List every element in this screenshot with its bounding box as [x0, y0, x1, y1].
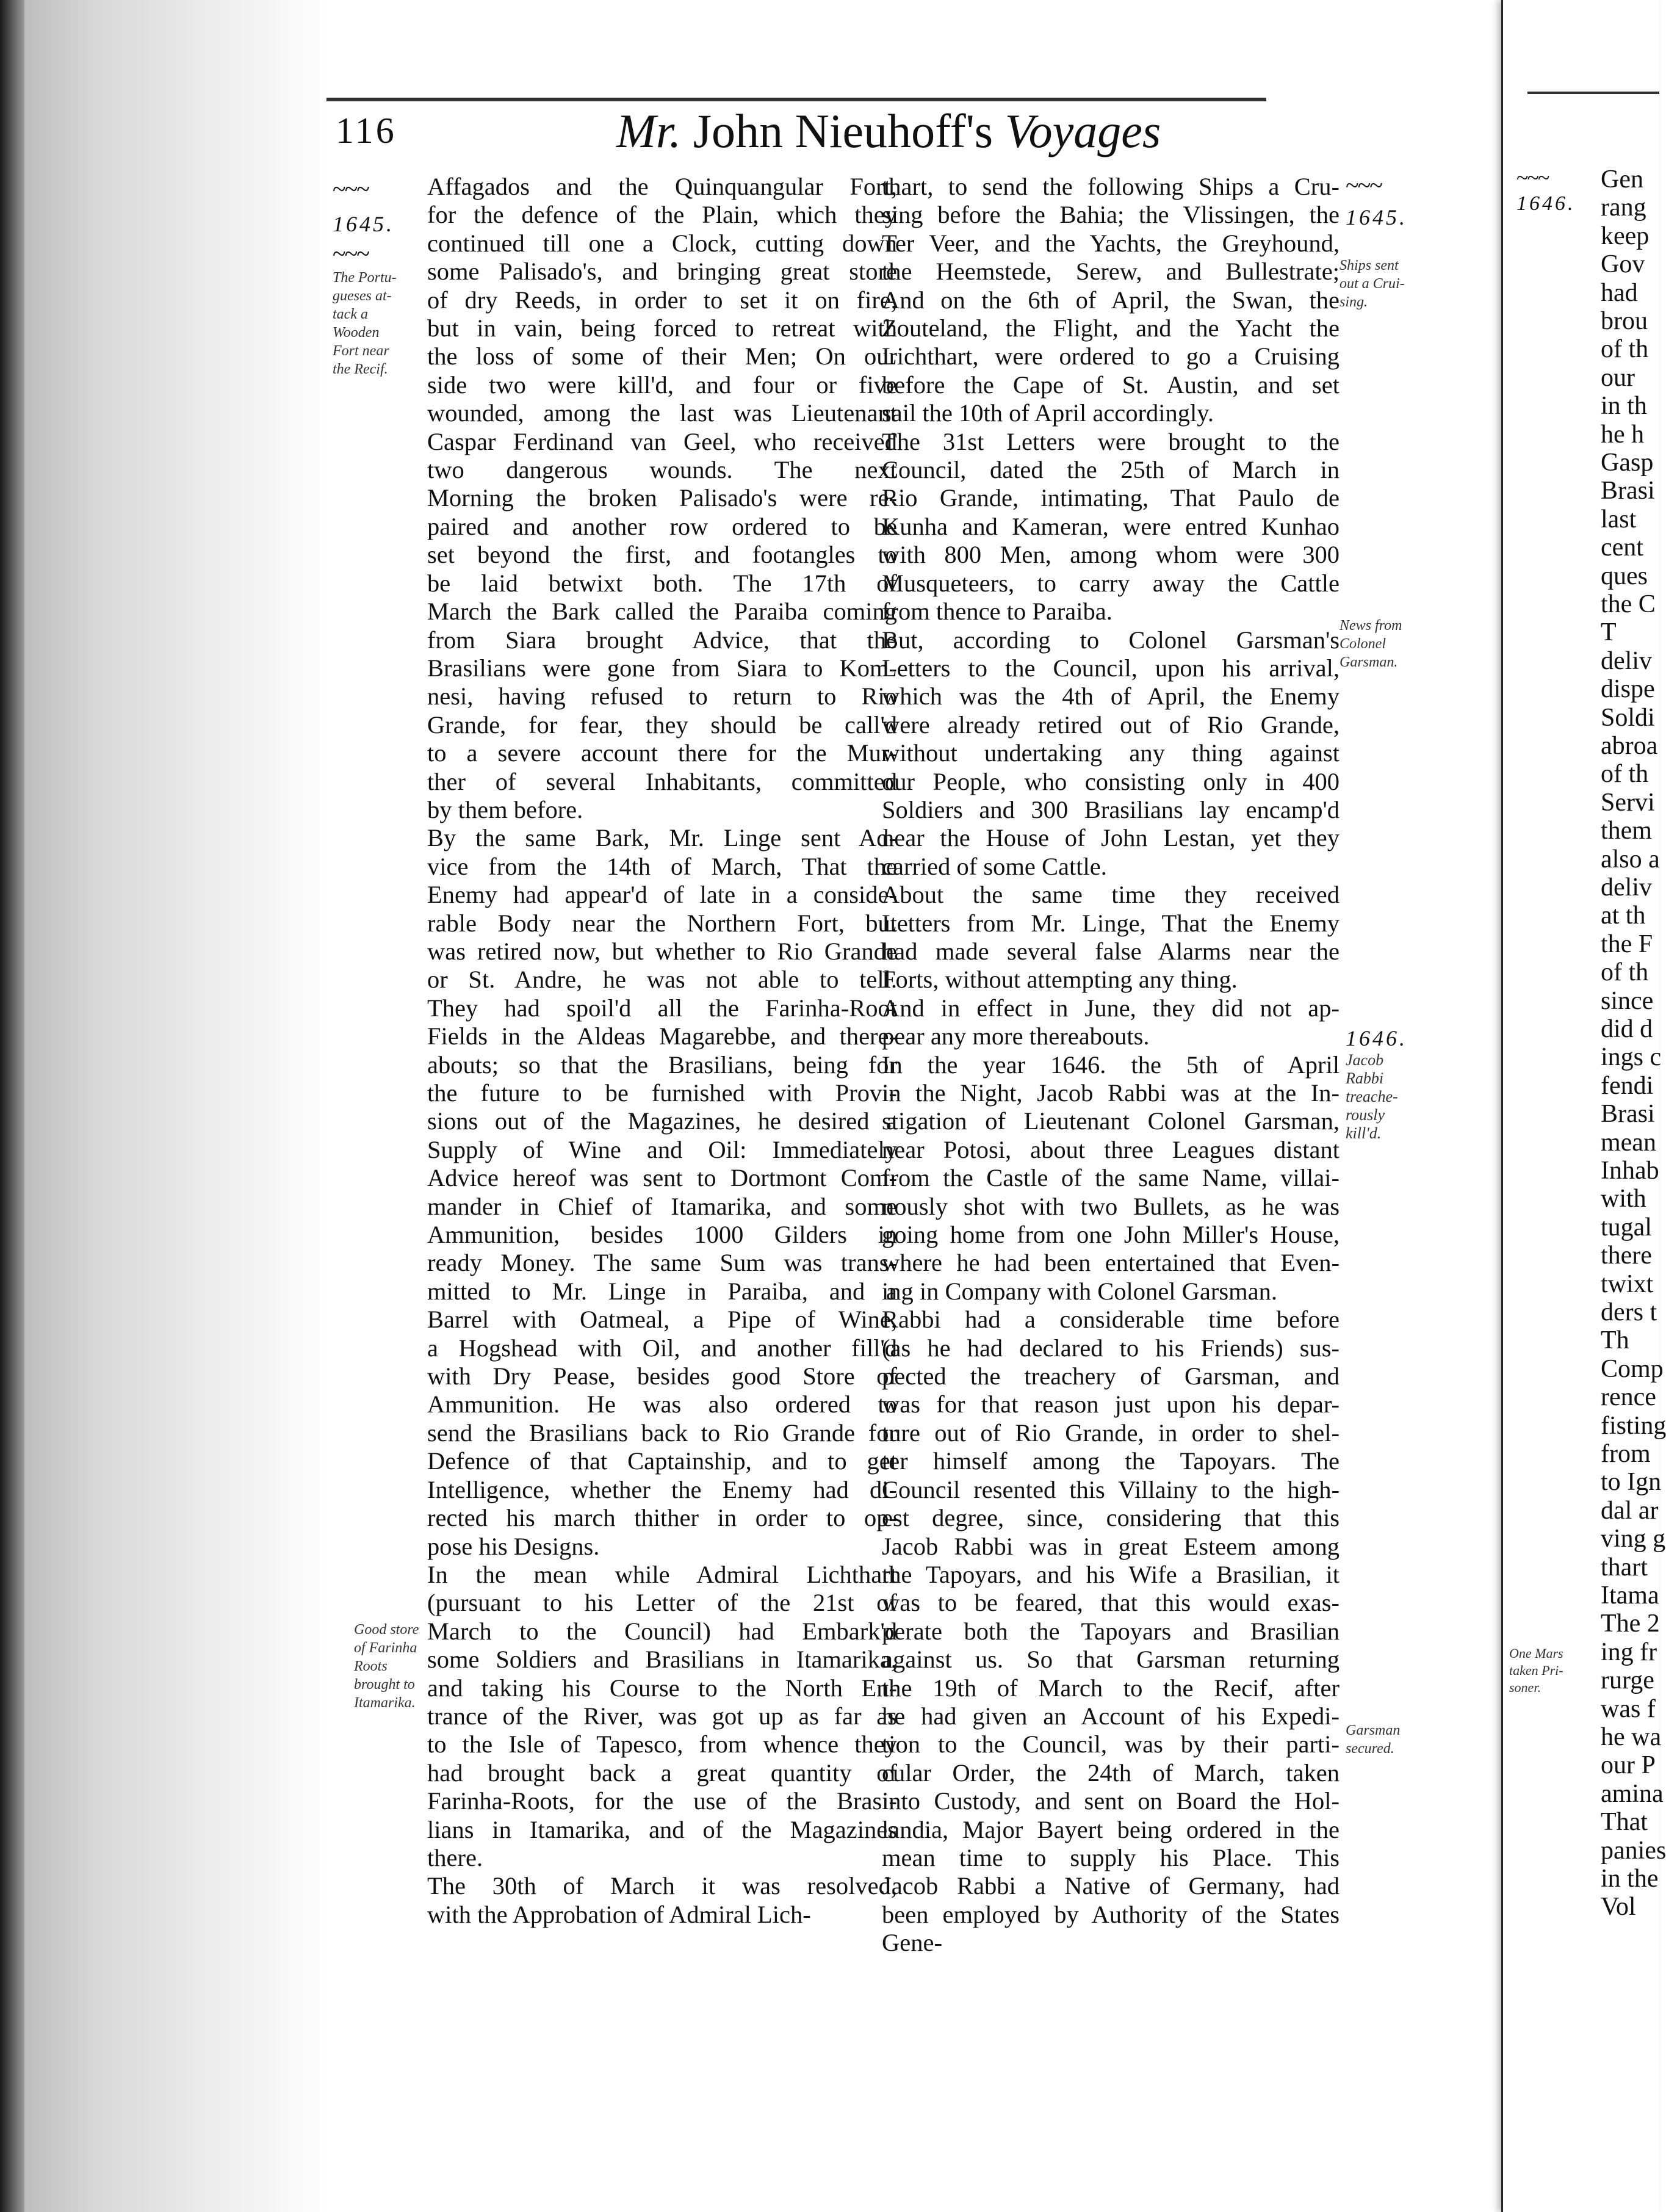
facing-margin-note: [1509, 1645, 1595, 1696]
facing-page-line: mean: [1601, 1128, 1656, 1157]
ornament-right-top: ~~~: [1346, 172, 1382, 199]
running-head-name: John Nieuhoff's: [693, 104, 993, 157]
text-line: for the defence of the Plain, which they: [427, 201, 897, 229]
text-line: lians in Itamarika, and of the Magazines: [427, 1815, 897, 1843]
facing-page-line: had: [1601, 278, 1638, 307]
facing-page-line: last: [1601, 505, 1637, 533]
facing-page-line: to Ign: [1601, 1468, 1662, 1497]
margin-note-line: Rabbi: [1346, 1069, 1384, 1087]
facing-page-line: panies: [1601, 1836, 1666, 1865]
margin-note-line: Garsman: [1346, 1722, 1401, 1738]
text-line: They had spoil'd all the Farinha-Root: [427, 994, 897, 1022]
margin-note-ships: [1340, 256, 1425, 311]
text-line: in the Night, Jacob Rabbi was at the In-: [882, 1079, 1340, 1107]
running-head-mr: Mr.: [616, 104, 682, 157]
text-line: March the Bark called the Paraiba coming: [427, 598, 897, 626]
text-line: send the Brasilians back to Rio Grande for: [427, 1419, 897, 1447]
text-line: from Siara brought Advice, that the: [427, 626, 897, 654]
text-line: continued till one a Clock, cutting down: [427, 229, 897, 257]
facing-page-line: Gen: [1601, 165, 1643, 193]
text-line: side two were kill'd, and four or five: [427, 370, 897, 399]
facing-page-rule: [1527, 92, 1659, 94]
facing-page-line: Th: [1601, 1326, 1629, 1355]
text-line: ture out of Rio Grande, in order to shel-: [882, 1419, 1340, 1447]
facing-page-line: rurge: [1601, 1666, 1654, 1695]
text-line: carried of some Cattle.: [882, 852, 1107, 880]
margin-note-line: Itamarika.: [354, 1695, 416, 1711]
text-line: Caspar Ferdinand van Geel, who received: [427, 427, 897, 455]
text-line: but in vain, being forced to retreat with: [427, 314, 897, 342]
text-line: near the House of John Lestan, yet they: [882, 824, 1340, 852]
facing-page: [1501, 0, 1666, 2212]
margin-note-line: of Farinha: [354, 1640, 417, 1656]
facing-page-line: of th: [1601, 335, 1649, 364]
header-rule: [326, 98, 1266, 101]
ornament-left-2: ~~~: [333, 240, 369, 267]
facing-page-line: Soldi: [1601, 703, 1655, 732]
text-column-right: [882, 173, 1340, 1957]
facing-page-line: the F: [1601, 930, 1653, 958]
text-line: Advice hereof was sent to Dortmont Com-: [427, 1164, 897, 1192]
margin-note-line: Roots: [354, 1658, 388, 1674]
text-line: without undertaking any thing against: [882, 739, 1340, 767]
text-line: with the Approbation of Admiral Lich-: [427, 1900, 811, 1928]
text-line: cular Order, the 24th of March, taken: [882, 1758, 1340, 1787]
margin-note-line: Wooden: [333, 325, 380, 341]
facing-page-line: The 2: [1601, 1610, 1660, 1638]
text-line: the future to be furnished with Provi-: [427, 1079, 897, 1107]
text-line: Forts, without attempting any thing.: [882, 966, 1238, 994]
text-line: be laid betwixt both. The 17th of: [427, 569, 897, 597]
facing-page-line: fendi: [1601, 1071, 1654, 1100]
margin-note-line: Good store: [354, 1622, 419, 1638]
text-line: abouts; so that the Brasilians, being for: [427, 1050, 897, 1079]
text-line: Supply of Wine and Oil: Immediately: [427, 1135, 897, 1163]
text-line: into Custody, and sent on Board the Hol-: [882, 1787, 1340, 1815]
facing-page-line: Vol: [1601, 1893, 1636, 1921]
text-line: paired and another row ordered to be: [427, 512, 897, 540]
facing-page-line: our: [1601, 363, 1635, 392]
margin-note-line: secured.: [1346, 1741, 1394, 1757]
text-line: (as he had declared to his Friends) sus-: [882, 1334, 1340, 1362]
text-line: to the Isle of Tapesco, from whence they: [427, 1730, 897, 1758]
text-line: ready Money. The same Sum was trans-: [427, 1249, 897, 1277]
facing-page-line: the C: [1601, 590, 1656, 618]
margin-note-line: soner.: [1509, 1680, 1541, 1695]
text-line: landia, Major Bayert being ordered in the: [882, 1815, 1340, 1843]
page-header: [330, 104, 1269, 159]
facing-page-line: brou: [1601, 307, 1648, 335]
text-line: and taking his Course to the North En-: [427, 1674, 897, 1702]
text-line: Jacob Rabbi was in great Esteem among: [882, 1532, 1340, 1560]
text-line: rected his march thither in order to op-: [427, 1504, 897, 1532]
text-line: Council, dated the 25th of March in: [882, 456, 1340, 484]
text-line: And in effect in June, they did not ap-: [882, 994, 1340, 1022]
text-line: stigation of Lieutenant Colonel Garsman,: [882, 1107, 1340, 1135]
text-line: trance of the River, was got up as far as: [427, 1702, 897, 1730]
facing-page-line: with: [1601, 1185, 1646, 1213]
margin-note-line: tack a: [333, 306, 368, 322]
text-line: vice from the 14th of March, That the: [427, 852, 897, 880]
text-line: was to be feared, that this would exas-: [882, 1589, 1340, 1617]
text-line: near Potosi, about three Leagues distant: [882, 1135, 1340, 1163]
text-line: two dangerous wounds. The next: [427, 456, 897, 484]
text-line: Affagados and the Quinquangular Fort,: [427, 173, 897, 200]
text-line: Grande, for fear, they should be call'd: [427, 710, 897, 739]
text-line: there.: [427, 1843, 483, 1871]
facing-page-line: Comp: [1601, 1354, 1664, 1383]
margin-note-line: taken Pri-: [1509, 1663, 1563, 1678]
text-line: mean time to supply his Place. This: [882, 1843, 1340, 1871]
text-line: were already retired out of Rio Grande,: [882, 710, 1340, 739]
text-line: perate both the Tapoyars and Brasilian: [882, 1617, 1340, 1645]
text-line: Soldiers and 300 Brasilians lay encamp'd: [882, 795, 1340, 823]
text-line: Ammunition, besides 1000 Gilders in: [427, 1221, 897, 1249]
facing-page-line: ques: [1601, 562, 1648, 590]
margin-note-line: One Mars: [1509, 1646, 1563, 1661]
margin-note-line: sing.: [1340, 294, 1368, 310]
text-line: sions out of the Magazines, he desired a: [427, 1107, 897, 1135]
facing-page-line: did d: [1601, 1015, 1653, 1043]
text-line: Brasilians were gone from Siara to Kom-: [427, 654, 897, 682]
facing-page-line: he h: [1601, 420, 1645, 449]
facing-page-line: Gov: [1601, 250, 1645, 279]
margin-note-garsman: [1346, 1721, 1431, 1758]
margin-note-portuguese: [333, 269, 418, 378]
margin-note-line: gueses at-: [333, 288, 392, 304]
text-line: was for that reason just upon his depar-: [882, 1390, 1340, 1419]
text-line: ther of several Inhabitants, committed: [427, 767, 897, 795]
margin-note-line: Jacob: [1346, 1051, 1384, 1069]
text-line: est degree, since, considering that this: [882, 1504, 1340, 1532]
facing-page-line: ing fr: [1601, 1638, 1657, 1666]
facing-ornament: ~~~: [1516, 165, 1549, 190]
text-line: pose his Designs.: [427, 1532, 600, 1560]
facing-page-line: Brasi: [1601, 1100, 1655, 1129]
text-line: tion to the Council, was by their parti-: [882, 1730, 1340, 1758]
facing-page-line: since: [1601, 986, 1654, 1015]
facing-page-line: in th: [1601, 392, 1647, 421]
margin-note-news: [1340, 616, 1425, 671]
text-line: set beyond the first, and footangles to: [427, 541, 897, 569]
facing-page-line: Itama: [1601, 1581, 1659, 1610]
text-line: In the mean while Admiral Lichthart: [427, 1560, 897, 1588]
facing-page-line: of th: [1601, 760, 1649, 789]
facing-page-line: fisting: [1601, 1411, 1666, 1440]
text-line: he had given an Account of his Expedi-: [882, 1702, 1340, 1730]
text-line: Enemy had appear'd of late in a conside-: [427, 881, 897, 909]
text-line: And on the 6th of April, the Swan, the: [882, 286, 1340, 314]
ornament-left-top: ~~~: [333, 175, 369, 203]
text-line: with Dry Pease, besides good Store of: [427, 1362, 897, 1390]
facing-page-line: amina: [1601, 1779, 1664, 1808]
text-line: had brought back a great quantity of: [427, 1758, 897, 1787]
facing-page-line: T: [1601, 618, 1617, 647]
text-line: Farinha-Roots, for the use of the Brasi-: [427, 1787, 897, 1815]
margin-year-right: 1645.: [1346, 205, 1407, 230]
margin-note-line: kill'd.: [1346, 1124, 1382, 1142]
page-edge-shading: [24, 0, 330, 2212]
text-line: from thence to Paraiba.: [882, 598, 1112, 626]
text-line: The 31st Letters were brought to the: [882, 427, 1340, 455]
facing-page-line: deliv: [1601, 646, 1652, 675]
text-line: (pursuant to his Letter of the 21st of: [427, 1589, 897, 1617]
text-line: Defence of that Captainship, and to get: [427, 1447, 897, 1475]
facing-year: 1646.: [1516, 192, 1576, 215]
facing-page-line: abroa: [1601, 732, 1658, 760]
text-line: had made several false Alarms near the: [882, 937, 1340, 965]
text-line: mitted to Mr. Linge in Paraiba, and a: [427, 1277, 897, 1305]
text-line: nesi, having refused to return to Rio: [427, 682, 897, 710]
margin-year-right-2: 1646.: [1346, 1026, 1407, 1050]
text-line: which was the 4th of April, the Enemy: [882, 682, 1340, 710]
text-line: Lichthart, were ordered to go a Cruising: [882, 342, 1340, 370]
text-line: Intelligence, whether the Enemy had di-: [427, 1475, 897, 1503]
facing-page-line: Brasi: [1601, 477, 1655, 505]
facing-page-line: ving g: [1601, 1525, 1666, 1553]
facing-page-line: of th: [1601, 958, 1649, 987]
text-line: Letters to the Council, upon his arrival,: [882, 654, 1340, 682]
text-line: going home from one John Miller's House,: [882, 1221, 1340, 1249]
text-line: sing before the Bahia; the Vlissingen, the: [882, 201, 1340, 229]
text-line: Kunha and Kameran, were entred Kunhao: [882, 512, 1340, 540]
facing-page-line: twixt: [1601, 1270, 1654, 1298]
margin-note-line: Ships sent: [1340, 258, 1399, 273]
facing-page-line: he wa: [1601, 1723, 1662, 1751]
text-line: a Hogshead with Oil, and another fill'd: [427, 1334, 897, 1362]
text-line: pected the treachery of Garsman, and: [882, 1362, 1340, 1390]
margin-note-line: rously: [1346, 1106, 1385, 1124]
text-line: Letters from Mr. Linge, That the Enemy: [882, 909, 1340, 937]
facing-page-line: rence: [1601, 1383, 1656, 1412]
margin-note-line: News from: [1340, 618, 1402, 634]
text-line: Council resented this Villainy to the high-: [882, 1475, 1340, 1503]
text-line: Ter Veer, and the Yachts, the Greyhound,: [882, 229, 1340, 257]
text-line: sail the 10th of April accordingly.: [882, 399, 1214, 427]
text-line: some Palisado's, and bringing great store: [427, 258, 897, 286]
margin-note-line: out a Crui-: [1340, 276, 1405, 292]
text-line: nously shot with two Bullets, as he was: [882, 1192, 1340, 1220]
text-line: wounded, among the last was Lieutenant: [427, 399, 897, 427]
facing-page-line: That: [1601, 1808, 1648, 1837]
text-line: mander in Chief of Itamarika, and some: [427, 1192, 897, 1220]
text-line: Rio Grande, intimating, That Paulo de: [882, 484, 1340, 512]
text-line: By the same Bark, Mr. Linge sent Ad-: [427, 824, 897, 852]
text-line: the loss of some of their Men; On our: [427, 342, 897, 370]
text-line: pear any more thereabouts.: [882, 1022, 1150, 1050]
text-line: March to the Council) had Embark'd: [427, 1617, 897, 1645]
margin-note-line: the Recif.: [333, 361, 388, 377]
text-line: Musqueteers, to carry away the Cattle: [882, 569, 1340, 597]
text-line: been employed by Authority of the States: [882, 1900, 1340, 1928]
running-head-voyages: Voyages: [1004, 104, 1161, 157]
text-line: ing in Company with Colonel Garsman.: [882, 1277, 1277, 1305]
text-line: against us. So that Garsman returning: [882, 1646, 1340, 1674]
facing-page-line: rang: [1601, 193, 1646, 222]
text-line: But, according to Colonel Garsman's: [882, 626, 1340, 654]
text-line: Barrel with Oatmeal, a Pipe of Wine,: [427, 1306, 897, 1334]
facing-page-line: in the: [1601, 1865, 1659, 1893]
margin-note-line: Garsman.: [1340, 654, 1398, 670]
facing-page-line: dispe: [1601, 675, 1655, 704]
margin-note-line: Fort near: [333, 343, 389, 359]
margin-year-left: 1645.: [333, 212, 394, 236]
facing-page-line: dal ar: [1601, 1496, 1659, 1525]
margin-note-line: treache-: [1346, 1088, 1398, 1105]
facing-page-line: thart: [1601, 1553, 1648, 1581]
text-line: of dry Reeds, in order to set it on fire,: [427, 286, 897, 314]
text-line: Ammunition. He was also ordered to: [427, 1390, 897, 1419]
text-line: was retired now, but whether to Rio Grande: [427, 937, 897, 965]
text-line: the 19th of March to the Recif, after: [882, 1674, 1340, 1702]
text-line: before the Cape of St. Austin, and set: [882, 370, 1340, 399]
facing-page-line: Gasp: [1601, 449, 1654, 477]
margin-note-line: The Portu-: [333, 270, 397, 286]
text-column-left: [427, 173, 897, 1929]
facing-page-line: Inhab: [1601, 1157, 1659, 1185]
text-line: Morning the broken Palisado's were re-: [427, 484, 897, 512]
page-number: 116: [336, 110, 397, 151]
facing-page-line: them: [1601, 817, 1652, 845]
text-line: some Soldiers and Brasilians in Itamarika,: [427, 1646, 897, 1674]
margin-note-jacob: [1346, 1051, 1431, 1143]
facing-page-line: ings c: [1601, 1043, 1662, 1072]
text-line: rable Body near the Northern Fort, but: [427, 909, 897, 937]
facing-page-line: our P: [1601, 1751, 1656, 1780]
text-line: About the same time they received: [882, 881, 1340, 909]
facing-page-line: Servi: [1601, 788, 1655, 817]
binding-gutter-shadow: [0, 0, 24, 2212]
facing-page-line: there: [1601, 1242, 1652, 1270]
facing-page-line: tugal: [1601, 1213, 1652, 1242]
facing-page-line: keep: [1601, 222, 1650, 250]
text-line: Rabbi had a considerable time before: [882, 1306, 1340, 1334]
margin-note-line: brought to: [354, 1677, 415, 1693]
text-line: or St. Andre, he was not able to tell.: [427, 966, 897, 994]
facing-page-line: deliv: [1601, 873, 1652, 902]
text-line: In the year 1646. the 5th of April: [882, 1050, 1340, 1079]
text-line: to a severe account there for the Mur-: [427, 739, 897, 767]
running-head: [616, 104, 1161, 159]
text-line: thart, to send the following Ships a Cru-: [882, 173, 1340, 200]
facing-page-line: from: [1601, 1440, 1651, 1468]
text-line: Jacob Rabbi a Native of Germany, had: [882, 1872, 1340, 1900]
text-line: the Heemstede, Serew, and Bullestrate;: [882, 258, 1340, 286]
margin-note-farinha: [354, 1621, 439, 1712]
text-line: the Tapoyars, and his Wife a Brasilian, it: [882, 1560, 1340, 1588]
facing-page-line: was f: [1601, 1694, 1656, 1723]
facing-page-line: also a: [1601, 845, 1660, 873]
text-line: from the Castle of the same Name, villai-: [882, 1164, 1340, 1192]
text-line: Fields in the Aldeas Magarebbe, and there-: [427, 1022, 897, 1050]
text-line: ter himself among the Tapoyars. The: [882, 1447, 1340, 1475]
text-line: where he had been entertained that Even-: [882, 1249, 1340, 1277]
facing-page-line: ders t: [1601, 1298, 1657, 1326]
facing-page-line: cent: [1601, 533, 1643, 562]
text-line: our People, who consisting only in 400: [882, 767, 1340, 795]
text-line: The 30th of March it was resolved,: [427, 1872, 897, 1900]
facing-page-line: at th: [1601, 902, 1646, 930]
text-line: with 800 Men, among whom were 300: [882, 541, 1340, 569]
text-line: by them before.: [427, 795, 583, 823]
text-line: Zouteland, the Flight, and the Yacht the: [882, 314, 1340, 342]
margin-note-line: Colonel: [1340, 636, 1386, 652]
text-line: Gene-: [882, 1929, 942, 1957]
